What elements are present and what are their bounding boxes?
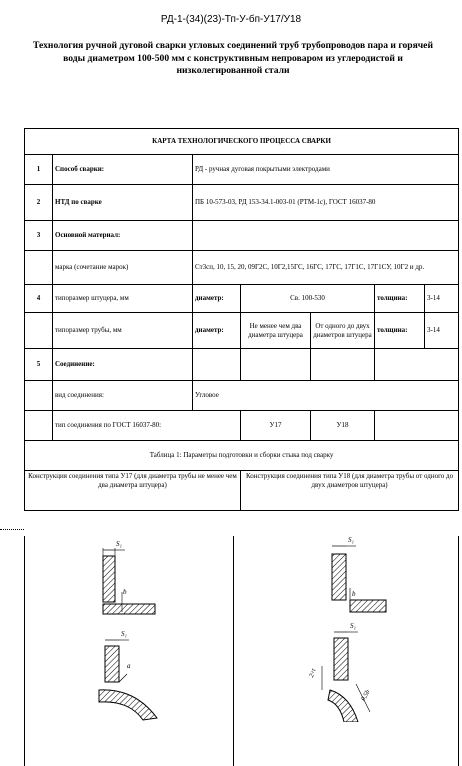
row-number: 2 [25,185,53,221]
pipe-diameter-label: диаметр: [193,313,241,349]
empty-cell [25,411,53,441]
empty-cell [241,349,311,381]
sketch-frame [24,536,459,766]
row-pipe-size [25,313,459,349]
y17-joint-sketch [95,540,165,618]
y17-bevel-sketch [95,632,175,722]
s1-label: S₁ [350,622,356,630]
y17-construction-header: Конструкция соединения типа У17 (для диаметра трубы не менее чем два диаметра штуцера) [25,471,241,511]
two-t-label: 2÷t [308,667,318,679]
empty-cell [25,313,53,349]
pipe-thickness-label: толщина: [375,313,425,349]
steel-grade-label: марка (сочетание марок) [53,251,193,285]
row-joint-type [25,411,459,441]
row-base-material [25,221,459,251]
table1-title: Таблица 1: Параметры подготовки и сборки стыка под сварку [25,441,459,471]
empty-cell [375,411,459,441]
a-label: a [127,662,131,670]
row-number: 5 [25,349,53,381]
standards-label: НТД по сварке [53,185,193,221]
s1-label: S₁ [116,540,122,548]
card-title: КАРТА ТЕХНОЛОГИЧЕСКОГО ПРОЦЕССА СВАРКИ [25,129,459,155]
row-joint [25,349,459,381]
row-number: 4 [25,285,53,313]
sketch-divider [233,536,234,766]
welding-method-value: РД - ручная дуговая покрытыми электродами [193,155,459,185]
half-b-label: 0,5b [359,688,372,703]
document-code: РД-1-(34)(23)-Тп-У-бп-У17/У18 [160,14,302,25]
row-joint-kind [25,381,459,411]
document-title: Технология ручной дуговой сварки угловых соединений труб трубопроводов пара и горячей воды диаметром 100-500 мм с конструктивным непроваром из углеродистой и низколегированной стали [33,40,433,76]
branch-thickness-value: 3-14 [425,285,459,313]
s1-label: S₁ [121,630,127,638]
b-label: b [352,590,356,598]
joint-kind-value: Угловое [193,381,459,411]
dotted-line [0,529,24,530]
branch-diameter-value: Св. 100-530 [241,285,375,313]
pipe-size-label: типоразмер трубы, мм [53,313,193,349]
joint-kind-label: вид соединения: [53,381,193,411]
pipe-diameter-value-1: Не менее чем два диаметра штуцера [241,313,311,349]
row-standards [25,185,459,221]
joint-type-y17: У17 [241,411,311,441]
base-material-empty [193,221,459,251]
pipe-thickness-value: 3-14 [425,313,459,349]
y18-bevel-sketch [300,622,390,722]
welding-method-label: Способ сварки: [53,155,193,185]
s1-label: S₁ [348,536,354,544]
base-material-label: Основной материал: [53,221,193,251]
branch-size-label: типоразмер штуцера, мм [53,285,193,313]
b-label: b [123,588,127,596]
process-card-table [24,128,459,511]
standards-value: ПБ 10-573-03, РД 153-34.1-003-01 (РТМ-1с), ГОСТ 16037-80 [193,185,459,221]
y18-construction-header: Конструкция соединения типа У18 (для диаметра трубы от одного до двух диаметров штуцера) [241,471,459,511]
empty-cell [25,381,53,411]
row-branch-size [25,285,459,313]
joint-label: Соединение: [53,349,193,381]
row-welding-method [25,155,459,185]
steel-grade-value: Ст3сп, 10, 15, 20, 09Г2С, 10Г2,15ГС, 16ГС, 17ГС, 17Г1С, 17Г1СУ, 10Г2 и др. [193,251,459,285]
empty-cell [25,251,53,285]
branch-diameter-label: диаметр: [193,285,241,313]
row-steel-grade [25,251,459,285]
row-number: 1 [25,155,53,185]
empty-cell [375,349,459,381]
empty-cell [311,349,375,381]
row-number: 3 [25,221,53,251]
joint-type-label: тип соединения по ГОСТ 16037-80: [53,411,241,441]
empty-cell [193,349,241,381]
y18-joint-sketch [320,536,390,620]
joint-type-y18: У18 [311,411,375,441]
pipe-diameter-value-2: От одного до двух диаметров штуцера [311,313,375,349]
branch-thickness-label: толщина: [375,285,425,313]
